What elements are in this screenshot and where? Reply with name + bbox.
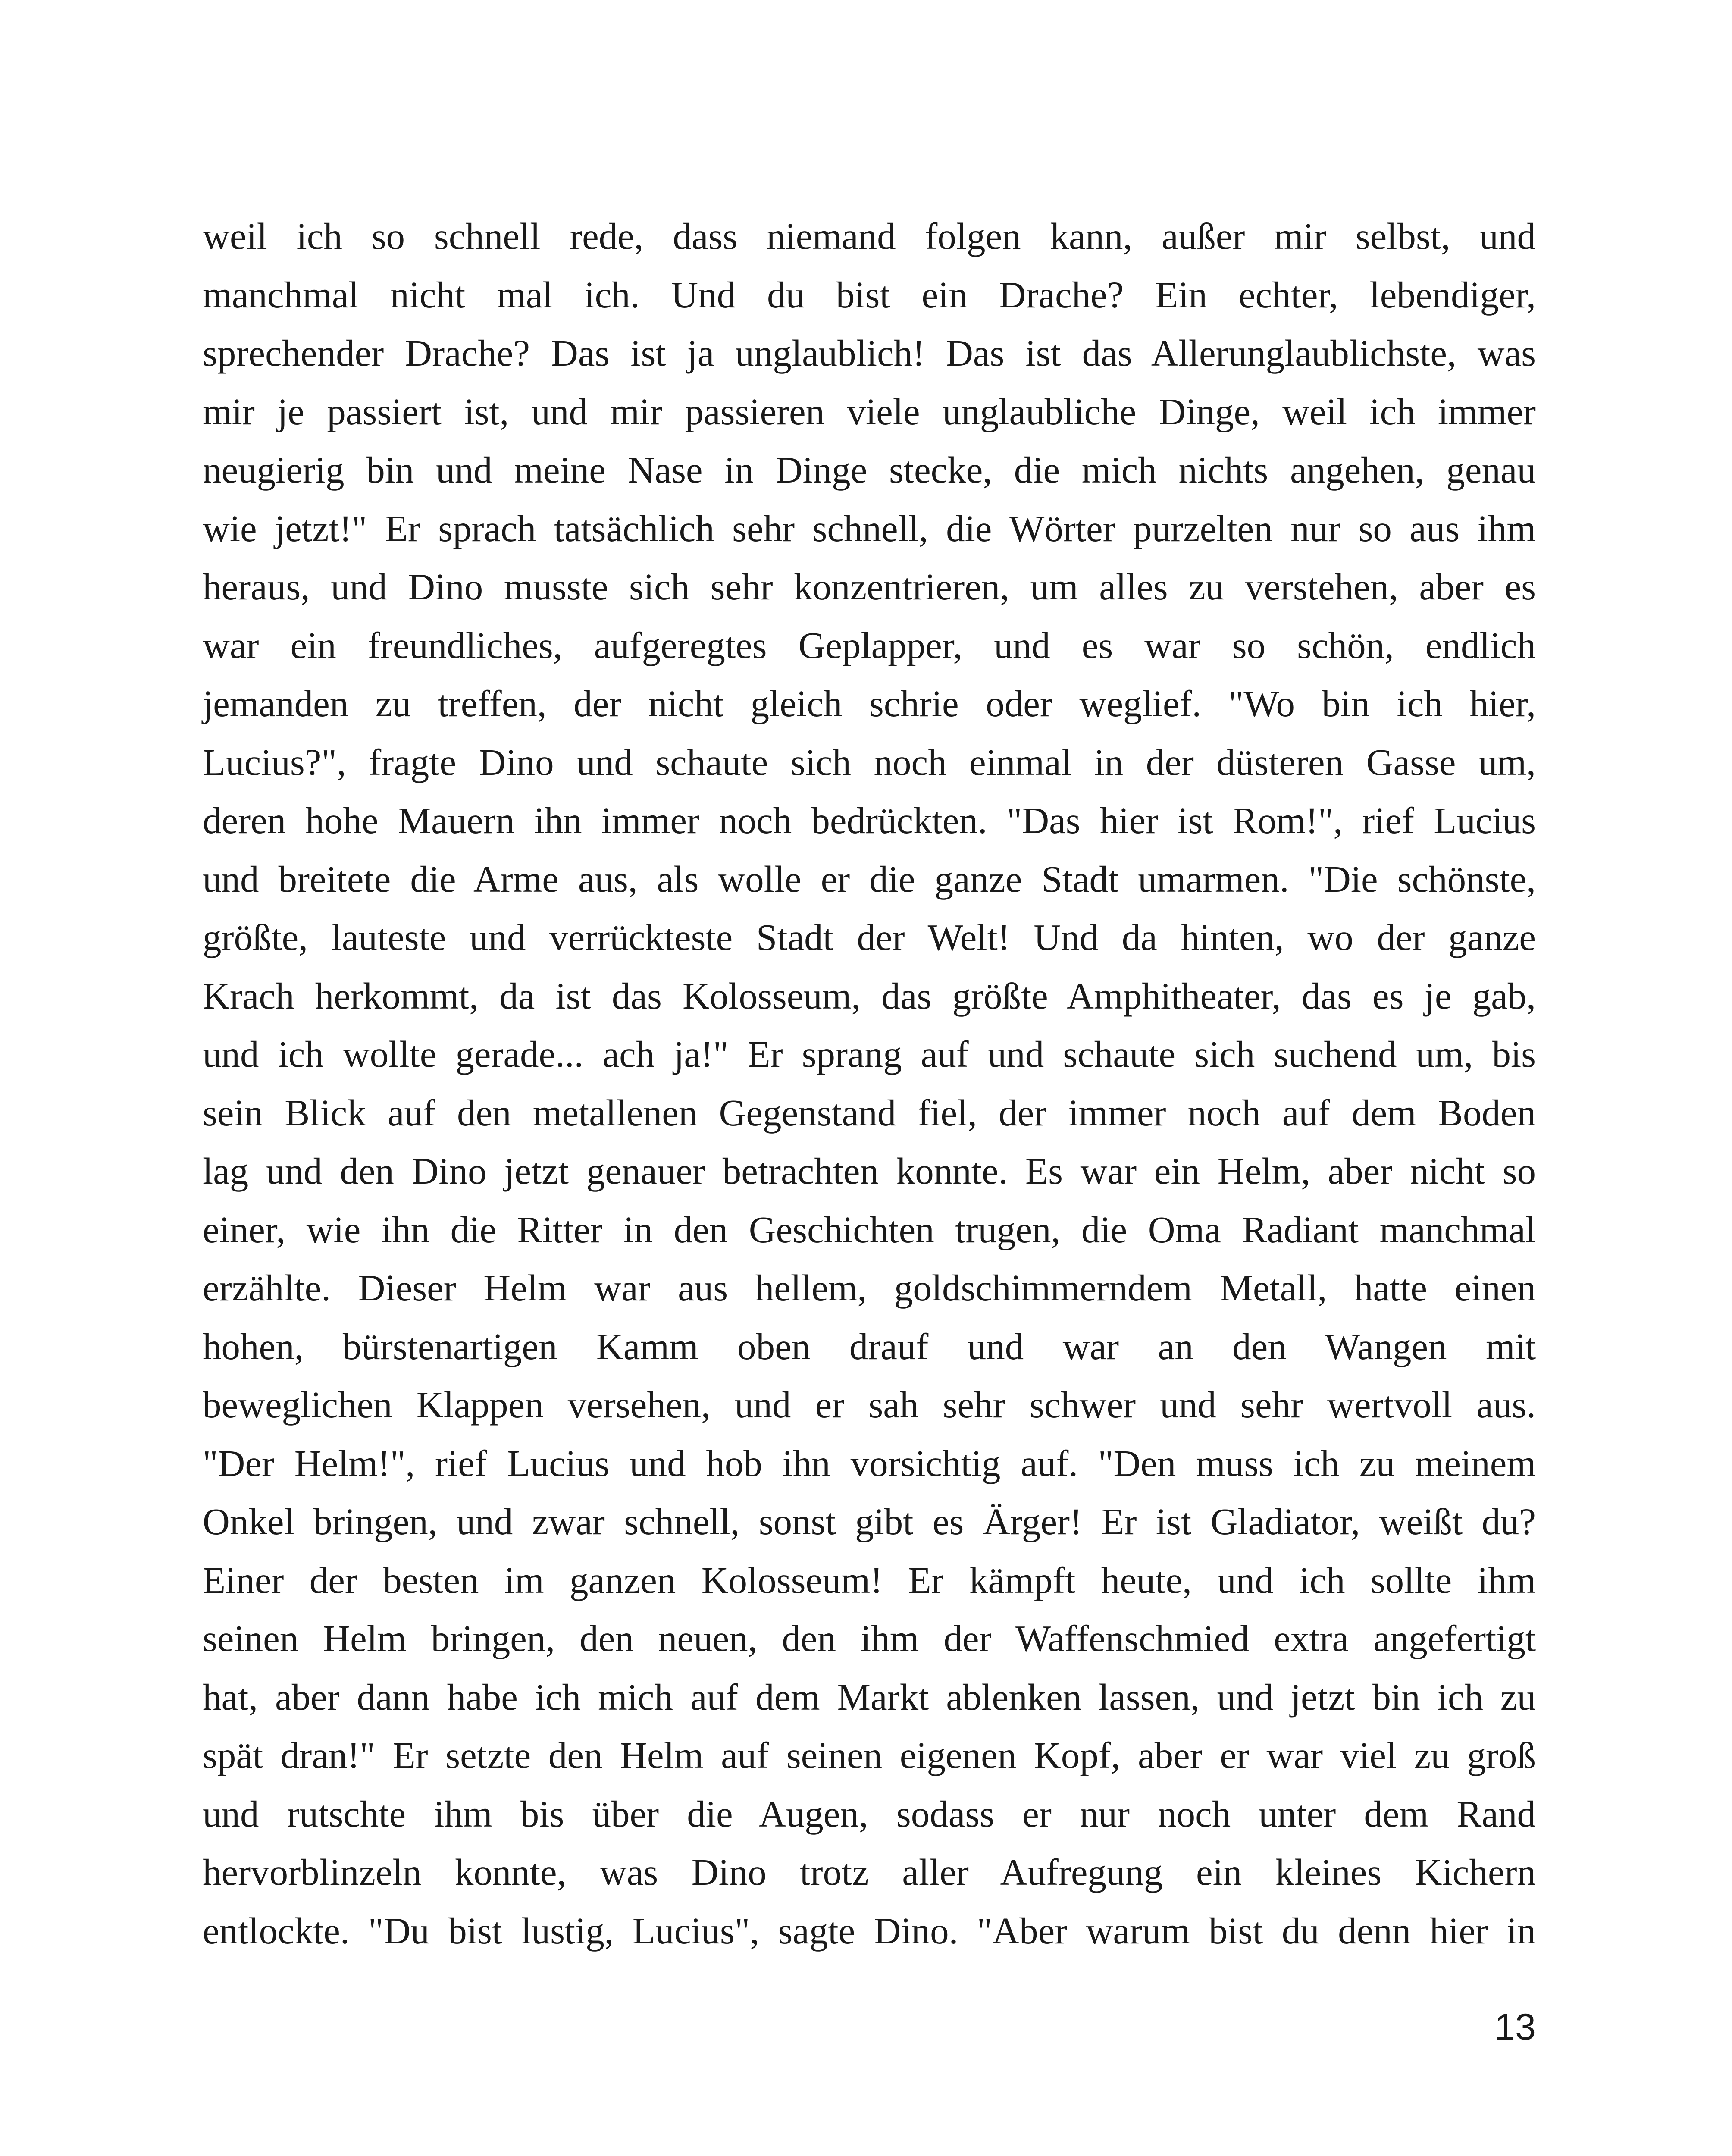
text-line: neugierig bin und meine Nase in Dinge stecke, die mich nichts angehen, genau — [203, 449, 1536, 491]
text-line: erzählte. Dieser Helm war aus hellem, goldschimmerndem Metall, hatte einen — [203, 1267, 1536, 1309]
text-line: lag und den Dino jetzt genauer betrachten konnte. Es war ein Helm, aber nicht so — [203, 1150, 1536, 1192]
text-line: mir je passiert ist, und mir passieren viele unglaubliche Dinge, weil ich immer — [203, 390, 1536, 432]
text-line: wie jetzt!" Er sprach tatsächlich sehr schnell, die Wörter purzelten nur so aus ihm — [203, 507, 1536, 549]
text-line: hohen, bürstenartigen Kamm oben drauf und war an den Wangen mit — [203, 1325, 1536, 1367]
text-line: deren hohe Mauern ihn immer noch bedrückten. "Das hier ist Rom!", rief Lucius — [203, 799, 1536, 841]
text-line: beweglichen Klappen versehen, und er sah sehr schwer und sehr wertvoll aus. — [203, 1384, 1536, 1426]
text-line: und ich wollte gerade... ach ja!" Er sprang auf und schaute sich suchend um, bis — [203, 1033, 1536, 1075]
text-line: und breitete die Arme aus, als wolle er die ganze Stadt umarmen. "Die schönste, — [203, 858, 1536, 900]
body-text — [203, 207, 1536, 1960]
text-line: Krach herkommt, da ist das Kolosseum, das größte Amphitheater, das es je gab, — [203, 975, 1536, 1017]
text-line: hat, aber dann habe ich mich auf dem Markt ablenken lassen, und jetzt bin ich zu — [203, 1676, 1536, 1718]
text-line: jemanden zu treffen, der nicht gleich schrie oder weglief. "Wo bin ich hier, — [203, 683, 1536, 724]
page-number: 13 — [1494, 2006, 1536, 2048]
text-line: heraus, und Dino musste sich sehr konzentrieren, um alles zu verstehen, aber es — [203, 566, 1536, 608]
text-line: weil ich so schnell rede, dass niemand folgen kann, außer mir selbst, und — [203, 215, 1536, 257]
text-line: hervorblinzeln konnte, was Dino trotz aller Aufregung ein kleines Kichern — [203, 1851, 1536, 1893]
text-line: einer, wie ihn die Ritter in den Geschichten trugen, die Oma Radiant manchmal — [203, 1208, 1536, 1250]
text-line: manchmal nicht mal ich. Und du bist ein Drache? Ein echter, lebendiger, — [203, 273, 1536, 316]
text-line: spät dran!" Er setzte den Helm auf seinen eigenen Kopf, aber er war viel zu groß — [203, 1734, 1536, 1776]
text-line: "Der Helm!", rief Lucius und hob ihn vorsichtig auf. "Den muss ich zu meinem — [203, 1442, 1536, 1484]
text-line: seinen Helm bringen, den neuen, den ihm der Waffenschmied extra angefertigt — [203, 1617, 1536, 1659]
text-line: Lucius?", fragte Dino und schaute sich noch einmal in der düsteren Gasse um, — [203, 741, 1536, 783]
text-line: Einer der besten im ganzen Kolosseum! Er kämpft heute, und ich sollte ihm — [203, 1559, 1536, 1601]
text-line: entlockte. "Du bist lustig, Lucius", sagte Dino. "Aber warum bist du denn hier in — [203, 1909, 1536, 1952]
text-line: sprechender Drache? Das ist ja unglaublich! Das ist das Allerunglaublichste, was — [203, 332, 1536, 374]
text-line: sein Blick auf den metallenen Gegenstand fiel, der immer noch auf dem Boden — [203, 1091, 1536, 1134]
text-line: Onkel bringen, und zwar schnell, sonst gibt es Ärger! Er ist Gladiator, weißt du? — [203, 1501, 1536, 1542]
text-line: und rutschte ihm bis über die Augen, sodass er nur noch unter dem Rand — [203, 1792, 1536, 1835]
text-line: größte, lauteste und verrückteste Stadt der Welt! Und da hinten, wo der ganze — [203, 916, 1536, 958]
text-line: war ein freundliches, aufgeregtes Geplapper, und es war so schön, endlich — [203, 624, 1536, 666]
